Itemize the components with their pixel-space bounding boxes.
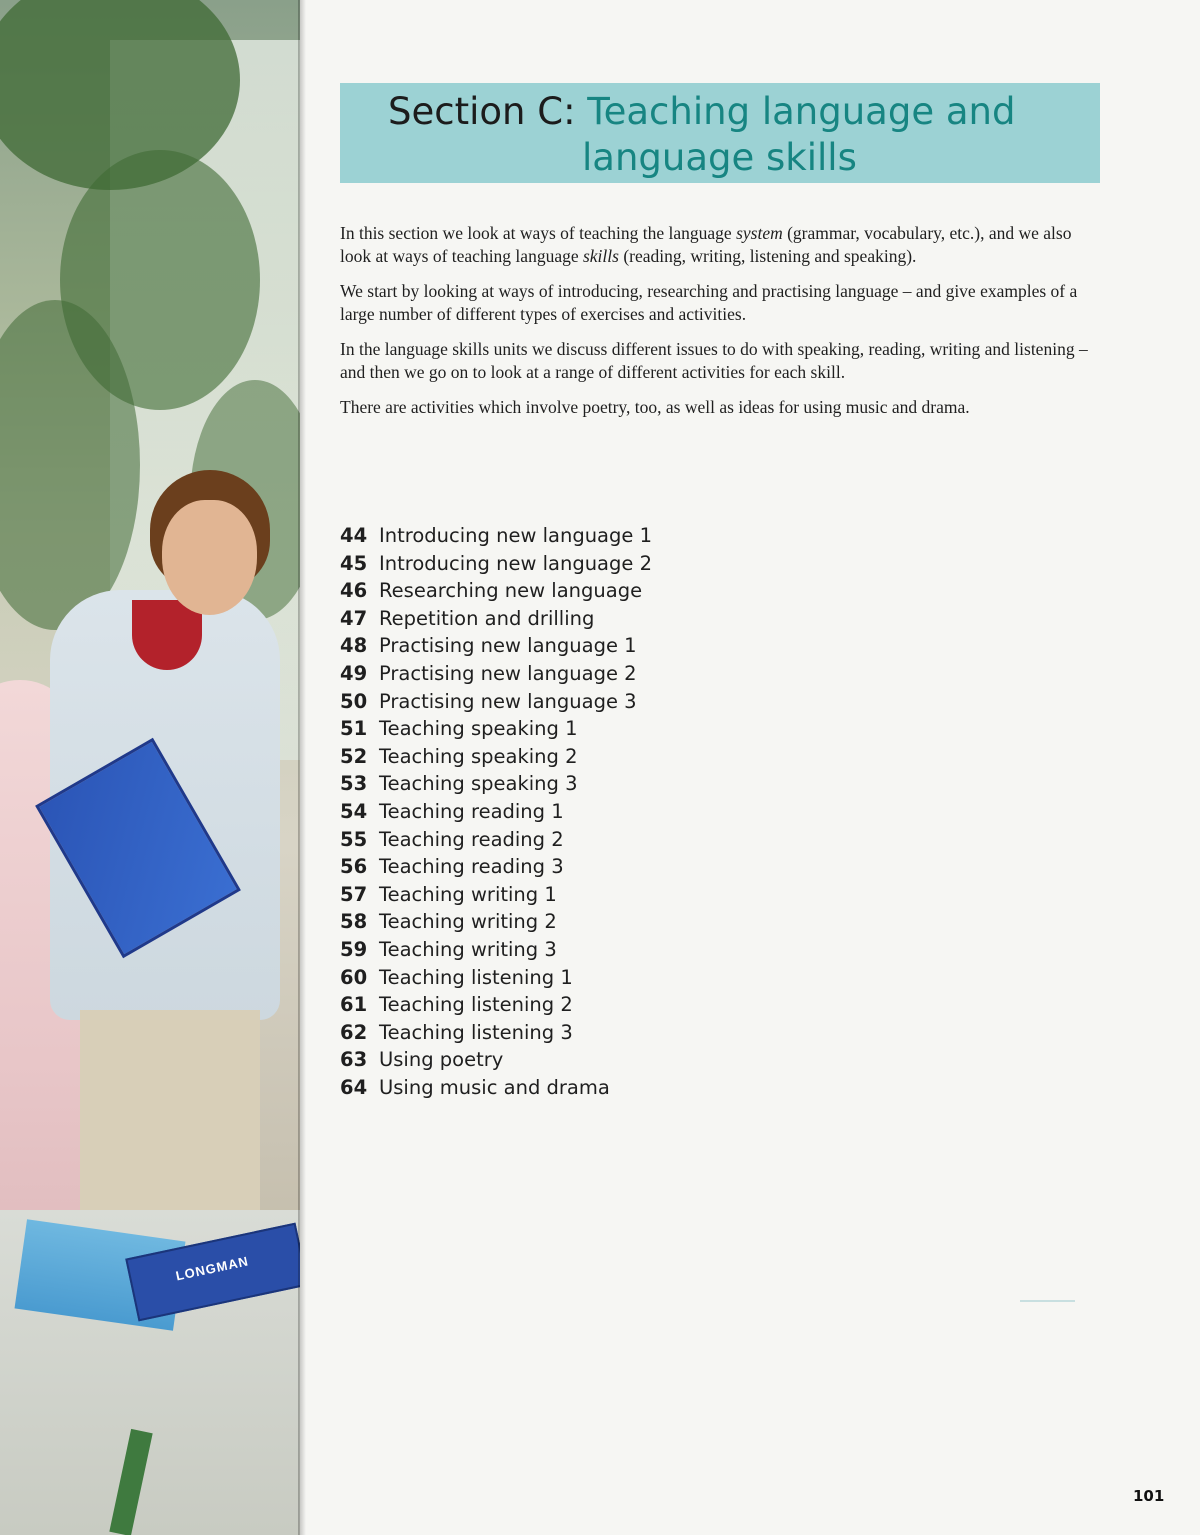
decorative-rule — [1020, 1300, 1075, 1302]
unit-title: Teaching listening 3 — [379, 1020, 573, 1044]
unit-number: 45 — [340, 551, 368, 575]
unit-item — [340, 715, 840, 743]
unit-number: 60 — [340, 965, 368, 989]
unit-title: Practising new language 1 — [379, 634, 637, 658]
unit-title: Teaching writing 3 — [379, 937, 557, 961]
unit-item — [340, 826, 840, 854]
unit-item — [340, 605, 840, 633]
section-title-line2: language skills — [582, 136, 857, 179]
unit-item — [340, 936, 840, 964]
section-prefix: Section C: — [388, 90, 576, 133]
unit-item — [340, 881, 840, 909]
unit-item — [340, 770, 840, 798]
unit-item — [340, 660, 840, 688]
unit-title: Using music and drama — [379, 1075, 610, 1099]
unit-number: 61 — [340, 993, 368, 1017]
unit-number: 46 — [340, 579, 368, 603]
unit-number: 52 — [340, 744, 368, 768]
unit-title: Introducing new language 1 — [379, 524, 652, 547]
unit-item — [340, 522, 840, 550]
unit-number: 53 — [340, 772, 368, 796]
unit-title: Teaching listening 2 — [379, 993, 573, 1017]
intro-paragraph-4: There are activities which involve poetry, too, as well as ideas for using music and drama. — [340, 397, 970, 417]
unit-number: 48 — [340, 634, 368, 658]
intro-paragraph-2: We start by looking at ways of introducing, researching and practising language – and give examples of a large number of different types of exercises and activities. — [340, 281, 1078, 324]
intro-text-span: In this section we look at ways of teaching the language — [340, 223, 737, 243]
unit-title: Teaching listening 1 — [379, 965, 573, 989]
unit-title: Using poetry — [379, 1048, 504, 1072]
boy-trousers — [80, 1010, 260, 1240]
dictionary-label: LONGMAN — [174, 1253, 251, 1284]
unit-title: Teaching reading 3 — [379, 855, 564, 879]
intro-emphasis-skills: skills — [582, 246, 619, 266]
unit-number: 57 — [340, 882, 368, 906]
page-number: 101 — [1133, 1487, 1165, 1505]
unit-item — [340, 688, 840, 716]
unit-title: Teaching reading 1 — [379, 799, 564, 823]
unit-title: Teaching writing 2 — [379, 910, 557, 934]
unit-title: Repetition and drilling — [379, 606, 595, 630]
section-title-banner — [340, 83, 1100, 183]
unit-item — [340, 1074, 840, 1102]
intro-paragraph-3: In the language skills units we discuss different issues to do with speaking, reading, writing and listening – and then we go on to look at a range of different activities for each skill. — [340, 339, 1088, 382]
boy-face — [162, 500, 257, 615]
unit-number: 56 — [340, 855, 368, 879]
classroom-photo — [0, 0, 300, 1535]
unit-title: Teaching reading 2 — [379, 827, 564, 851]
page-gutter — [298, 0, 306, 1535]
unit-number: 44 — [340, 524, 368, 547]
unit-item — [340, 964, 840, 992]
intro-paragraph-1 — [340, 222, 1100, 268]
unit-item — [340, 798, 840, 826]
unit-number: 64 — [340, 1075, 368, 1099]
intro-text — [340, 222, 1100, 431]
unit-number: 58 — [340, 910, 368, 934]
unit-item — [340, 908, 840, 936]
unit-number: 51 — [340, 717, 368, 741]
unit-title: Introducing new language 2 — [379, 551, 652, 575]
unit-item — [340, 1046, 840, 1074]
unit-number: 63 — [340, 1048, 368, 1072]
unit-number: 62 — [340, 1020, 368, 1044]
unit-number: 55 — [340, 827, 368, 851]
unit-item — [340, 853, 840, 881]
unit-title: Teaching speaking 2 — [379, 744, 578, 768]
unit-title: Practising new language 3 — [379, 689, 637, 713]
unit-title: Practising new language 2 — [379, 661, 637, 685]
unit-list — [340, 522, 840, 1101]
unit-item — [340, 632, 840, 660]
unit-number: 49 — [340, 661, 368, 685]
unit-item — [340, 743, 840, 771]
unit-item — [340, 1019, 840, 1047]
intro-text-span: (grammar, vocabulary, etc.), and we also look at ways of teaching language — [340, 223, 1072, 266]
unit-number: 59 — [340, 937, 368, 961]
intro-text-span: (reading, writing, listening and speaking). — [618, 246, 917, 266]
section-title — [388, 89, 1080, 181]
unit-title: Teaching speaking 3 — [379, 772, 578, 796]
unit-number: 47 — [340, 606, 368, 630]
unit-number: 54 — [340, 799, 368, 823]
section-title-line1: Teaching language and — [587, 90, 1016, 133]
unit-item — [340, 577, 840, 605]
unit-title: Teaching writing 1 — [379, 882, 557, 906]
unit-item — [340, 550, 840, 578]
intro-emphasis-system: system — [736, 223, 783, 243]
unit-item — [340, 991, 840, 1019]
unit-title: Teaching speaking 1 — [379, 717, 578, 741]
unit-title: Researching new language — [379, 579, 643, 603]
unit-number: 50 — [340, 689, 368, 713]
